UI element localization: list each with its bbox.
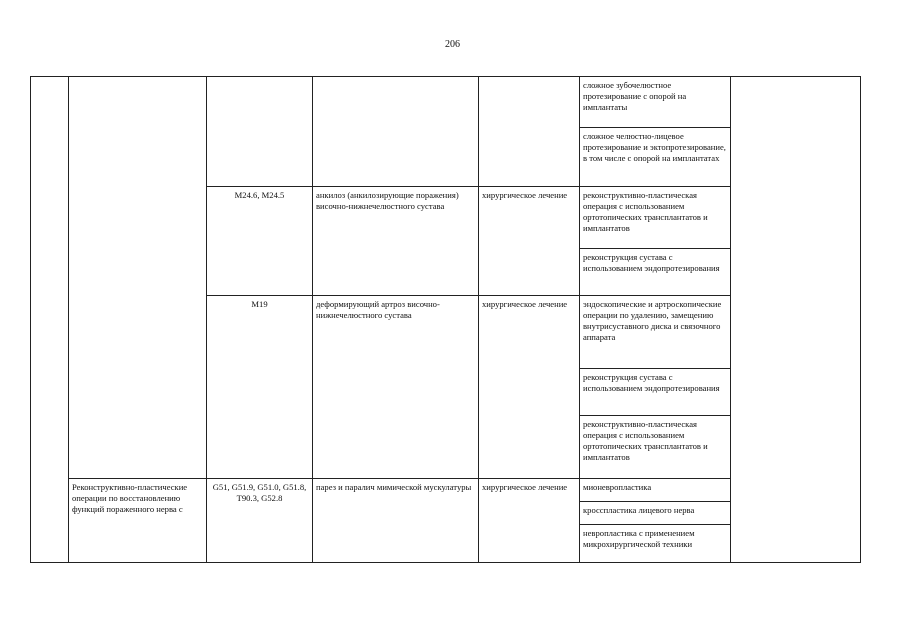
medical-care-table (30, 76, 861, 563)
method-cell: эндоскопические и артроскопические операции по удалению, замещению внутрисуставного диска и связочного аппарата (580, 296, 731, 369)
norm-cell (731, 77, 861, 563)
treatment-cell: хирургическое лечение (479, 479, 580, 563)
method-cell: сложное челюстно-лицевое протезирование и эктопротезирование, в том числе с опорой на имплантатах (580, 128, 731, 187)
method-cell: реконструкция сустава с использованием эндопротезирования (580, 249, 731, 296)
model-cell: парез и паралич мимической мускулатуры (313, 479, 479, 563)
method-cell: реконструкция сустава с использованием эндопротезирования (580, 369, 731, 416)
code-cell: M24.6, M24.5 (207, 187, 313, 296)
page-number: 206 (445, 39, 460, 50)
table-row (31, 77, 861, 128)
code-cell (207, 77, 313, 187)
name-cell: Реконструктивно-пластические операции по восстановлению функций пораженного нерва с (69, 479, 207, 563)
method-cell: сложное зубочелюстное протезирование с опорой на имплантаты (580, 77, 731, 128)
method-cell: кросспластика лицевого нерва (580, 502, 731, 525)
treatment-cell: хирургическое лечение (479, 296, 580, 479)
code-cell: M19 (207, 296, 313, 479)
model-cell (313, 77, 479, 187)
method-cell: реконструктивно-пластическая операция с использованием ортотопических трансплантатов и имплантатов (580, 416, 731, 479)
method-cell: реконструктивно-пластическая операция с использованием ортотопических трансплантатов и имплантатов (580, 187, 731, 249)
method-cell: невропластика с применением микрохирургической техники (580, 525, 731, 563)
number-cell (31, 77, 69, 563)
model-cell: анкилоз (анкилозирующие поражения) височно-нижнечелюстного сустава (313, 187, 479, 296)
name-cell (69, 77, 207, 479)
treatment-cell: хирургическое лечение (479, 187, 580, 296)
method-cell: мионевропластика (580, 479, 731, 502)
model-cell: деформирующий артроз височно-нижнечелюстного сустава (313, 296, 479, 479)
code-cell: G51, G51.9, G51.0, G51.8, T90.3, G52.8 (207, 479, 313, 563)
treatment-cell (479, 77, 580, 187)
